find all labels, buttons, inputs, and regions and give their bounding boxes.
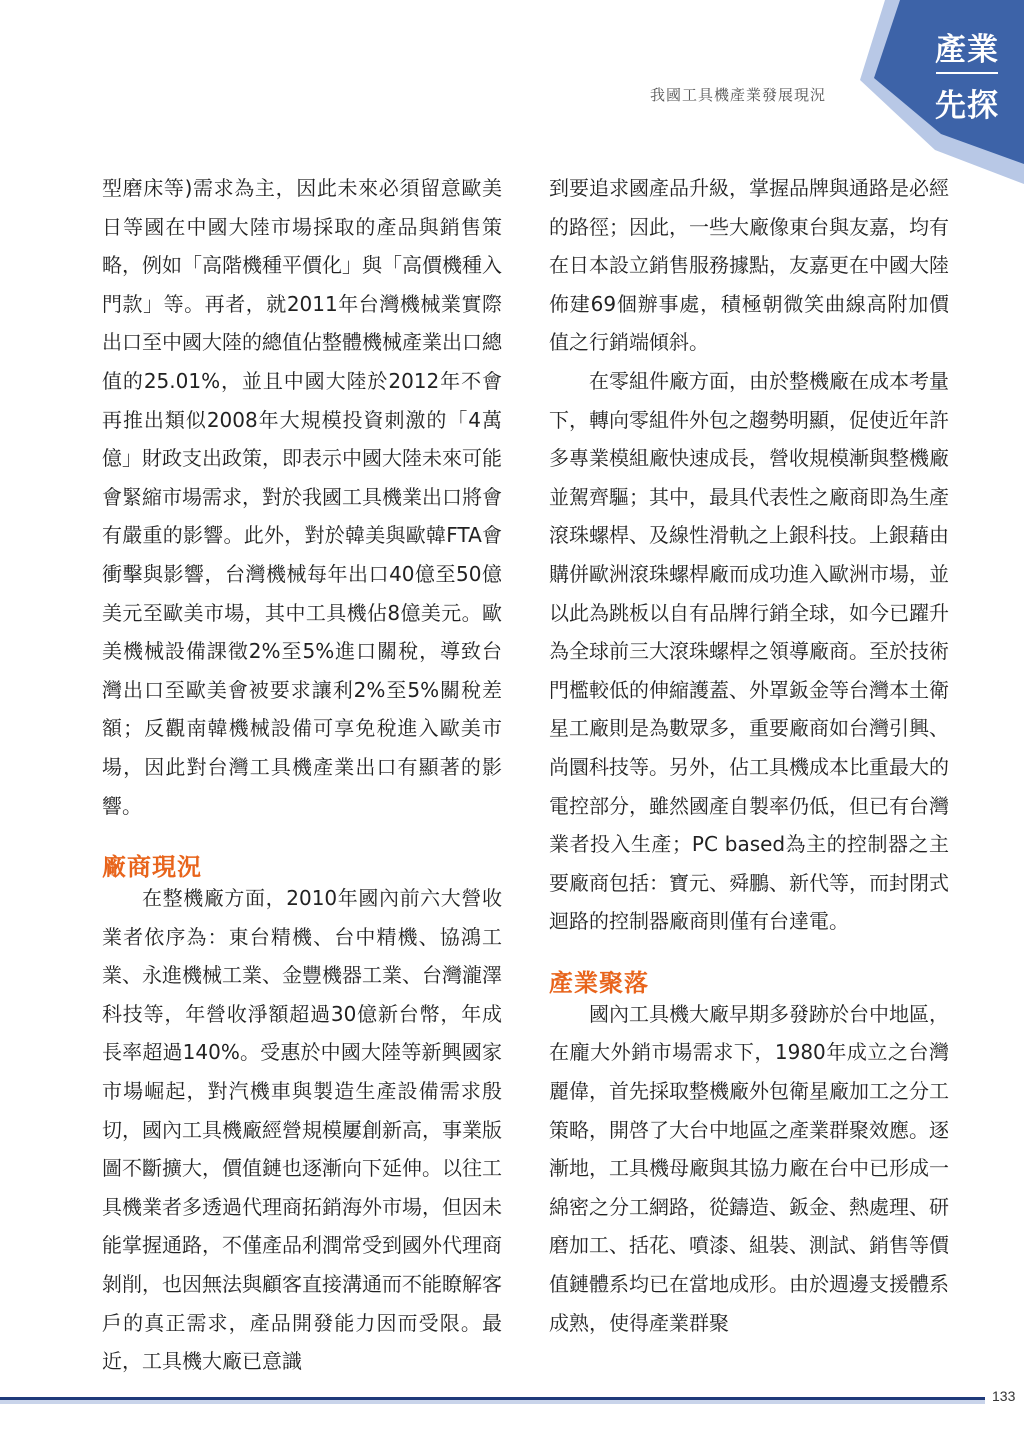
- section-label-top: 產業: [935, 32, 999, 68]
- running-title: 我國工具機產業發展現況: [649, 86, 826, 104]
- body-paragraph: 在零組件廠方面，由於整機廠在成本考量下，轉向零組件外包之趨勢明顯，促使近年許多專業模組廠快速成長，營收規模漸與整機廠並駕齊驅；其中，最具代表性之廠商即為生產滾珠螺桿、及線性滑軌之上銀科技。上銀藉由購併歐洲滾珠螺桿廠而成功進入歐洲市場，並以此為跳板以自有品牌行銷全球，如今已躍升為全球前三大滾珠螺桿之領導廠商。至於技術門檻較低的伸縮護蓋、外罩鈑金等台灣本土衛星工廠則是為數眾多，重要廠商如台灣引興、尚圜科技等。另外，佔工具機成本比重最大的電控部分，雖然國產自製率仍低，但已有台灣業者投入生產；PC based為主的控制器之主要廠商包括：寶元、舜鵬、新代等，而封閉式迴路的控制器廠商則僅有台達電。: [549, 368, 949, 934]
- section-label-divider: [936, 72, 998, 74]
- left-column: [102, 169, 502, 1381]
- right-column: [549, 169, 949, 1342]
- section-heading-cluster: 產業聚落: [549, 968, 649, 997]
- body-paragraph: 型磨床等)需求為主，因此未來必須留意歐美日等國在中國大陸市場採取的產品與銷售策略，例如「高階機種平價化」與「高價機種入門款」等。再者，就2011年台灣機械業實際出口至中國大陸的總值佔整體機械產業出口總值的25.01%，並且中國大陸於2012年不會再推出類似2008年大規模投資刺激的「4萬億」財政支出政策，即表示中國大陸未來可能會緊縮市場需求，對於我國工具機業出口將會有嚴重的影響。此外，對於韓美與歐韓FTA會衝擊與影響，台灣機械每年出口40億至50億美元至歐美市場，其中工具機佔8億美元。歐美機械設備課徵2%至5%進口關稅，導致台灣出口至歐美會被要求讓利2%至5%關稅差額；反觀南韓機械設備可享免稅進入歐美市場，因此對台灣工具機產業出口有顯著的影響。: [102, 176, 502, 818]
- page-number: 133: [992, 1388, 1016, 1404]
- section-label-bottom: 先探: [935, 88, 999, 124]
- section-heading-vendors: 廠商現況: [102, 853, 202, 882]
- body-paragraph: 到要追求國產品升級，掌握品牌與通路是必經的路徑；因此，一些大廠像東台與友嘉，均有在日本設立銷售服務據點，友嘉更在中國大陸佈建69個辦事處，積極朝微笑曲線高附加價值之行銷端傾斜。: [549, 176, 949, 355]
- body-paragraph: 在整機廠方面，2010年國內前六大營收業者依序為：東台精機、台中精機、協鴻工業、永進機械工業、金豐機器工業、台灣瀧澤科技等，年營收淨額超過30億新台幣，年成長率超過140%。受惠於中國大陸等新興國家市場崛起，對汽機車與製造生產設備需求殷切，國內工具機廠經營規模屢創新高，事業版圖不斷擴大，價值鏈也逐漸向下延伸。以往工具機業者多透過代理商拓銷海外市場，但因未能掌握通路，不僅產品利潤常受到國外代理商剝削，也因無法與顧客直接溝通而不能瞭解客戶的真正需求，產品開發能力因而受限。最近，工具機大廠已意識: [102, 886, 502, 1374]
- body-paragraph: 國內工具機大廠早期多發跡於台中地區，在龐大外銷市場需求下，1980年成立之台灣麗偉，首先採取整機廠外包衛星廠加工之分工策略，開啓了大台中地區之產業群聚效應。逐漸地，工具機母廠與其協力廠在台中已形成一綿密之分工網路，從鑄造、鈑金、熱處理、研磨加工、括花、噴漆、組裝、測試、銷售等價值鏈體系均已在當地成形。由於週邊支援體系成熟，使得產業群聚: [549, 1001, 949, 1335]
- footer-rule-shadow: [0, 1400, 985, 1404]
